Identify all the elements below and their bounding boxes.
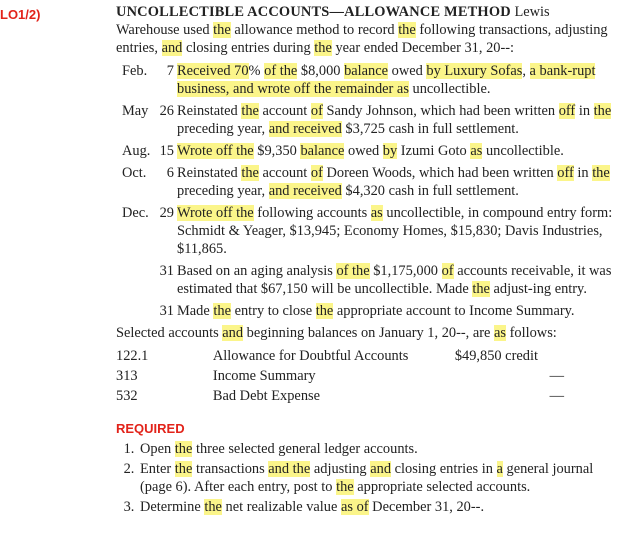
requirements-list bbox=[116, 440, 616, 516]
account-balance: $49,850 credit bbox=[454, 348, 538, 364]
entry-text: Wrote off the $9,350 balance owed by Izumi Goto as uncollectible. bbox=[177, 143, 564, 159]
transaction-entry bbox=[116, 102, 616, 138]
transaction-entry bbox=[116, 302, 616, 320]
table-row bbox=[116, 387, 616, 407]
account-name: Allowance for Doubtful Accounts bbox=[212, 348, 409, 364]
problem-title: UNCOLLECTIBLE ACCOUNTS—ALLOWANCE METHOD bbox=[116, 4, 511, 20]
transaction-entry bbox=[116, 164, 616, 200]
entry-date: 31 bbox=[159, 263, 174, 279]
problem-body bbox=[116, 3, 616, 518]
required-heading: REQUIRED bbox=[116, 421, 185, 436]
transaction-entry bbox=[116, 142, 616, 160]
selected-accounts-intro: Selected accounts and beginning balances on January 1, 20--, are as follows: bbox=[116, 325, 557, 341]
list-item: 2. Enter the transactions and the adjusting and closing entries in a general journal (page 6). After each entry, post to the appropriate selected accounts. bbox=[138, 460, 616, 496]
entry-date: Oct. 6 bbox=[122, 165, 174, 181]
problem-intro: UNCOLLECTIBLE ACCOUNTS—ALLOWANCE METHOD Lewis Warehouse used the allowance method to record the following transactions, adjusting entries, and closing entries during the year ended December 31, 20--: bbox=[116, 4, 608, 56]
entry-date: 31 bbox=[159, 303, 174, 319]
account-balance: — bbox=[549, 368, 564, 384]
account-number: 532 bbox=[116, 388, 138, 404]
entry-date: Feb. 7 bbox=[122, 63, 174, 79]
account-balance: — bbox=[549, 388, 564, 404]
account-number: 122.1 bbox=[116, 348, 149, 364]
transaction-list bbox=[116, 62, 616, 320]
account-name: Income Summary bbox=[212, 368, 316, 384]
entry-date: May 26 bbox=[122, 103, 174, 119]
list-item: 1. Open the three selected general ledger accounts. bbox=[138, 440, 616, 458]
entry-text: Wrote off the following accounts as uncollectible, in compound entry form: Schmidt & Yeager, $13,945; Economy Homes, $15,830; Davis Industries, $11,865. bbox=[177, 205, 613, 257]
table-row bbox=[116, 367, 616, 387]
account-name: Bad Debt Expense bbox=[212, 388, 321, 404]
entry-date: Dec. 29 bbox=[122, 205, 174, 221]
entry-text: Based on an aging analysis of the $1,175,000 of accounts receivable, it was estimated that $67,150 will be uncollectible. Made the adjust-ing entry. bbox=[177, 263, 612, 297]
transaction-entry bbox=[116, 262, 616, 298]
entry-date: Aug. 15 bbox=[122, 143, 174, 159]
transaction-entry bbox=[116, 62, 616, 98]
transaction-entry bbox=[116, 204, 616, 258]
entry-text: Reinstated the account of Sandy Johnson, which had been written off in the preceding year, and received $3,725 cash in full settlement. bbox=[177, 103, 612, 137]
entry-text: Received 70% of the $8,000 balance owed by Luxury Sofas, a bank-rupt business, and wrote off the remainder as uncollectible. bbox=[177, 63, 596, 97]
account-number: 313 bbox=[116, 368, 138, 384]
list-item: 3. Determine the net realizable value as of December 31, 20--. bbox=[138, 498, 616, 516]
entry-text: Made the entry to close the appropriate account to Income Summary. bbox=[177, 303, 575, 319]
entry-text: Reinstated the account of Doreen Woods, which had been written off in the preceding year, and received $4,320 cash in full settlement. bbox=[177, 165, 610, 199]
learning-objective-label: LO1/2) bbox=[0, 7, 41, 22]
accounts-table bbox=[116, 347, 616, 407]
table-row bbox=[116, 347, 616, 367]
